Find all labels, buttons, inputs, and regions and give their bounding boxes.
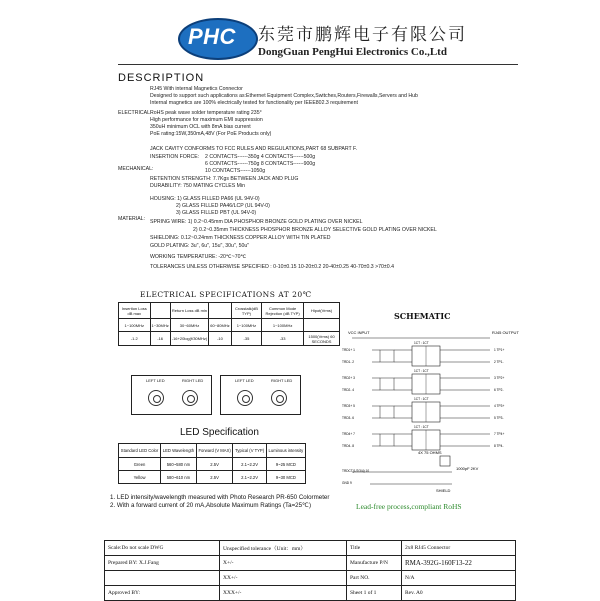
description-heading: DESCRIPTION <box>118 72 205 84</box>
table-cell: -1.2 <box>119 332 151 346</box>
description-line: Internal magnetics are 100% electrically tested for functionality per IEEE802.3 requirement <box>150 100 358 106</box>
table-cell: Crosstalk(dB TYP) <box>231 303 261 319</box>
input-pin-label: TRD4+ 7 <box>342 432 355 437</box>
blank-cell <box>105 571 220 586</box>
spring-line: 2) 0.2~0.35mm THICKNESS PHOSPHOR BRONZE ALLOY SELECTIVE GOLD PLATING OVER NICKEL <box>193 227 437 233</box>
working-temp-line: WORKING TEMPERATURE: -20℃~70℃ <box>150 254 247 260</box>
table-cell <box>209 303 231 319</box>
prepared-cell: Prepared BY: X.J.Fang <box>105 556 220 571</box>
table-cell: 580~610 nm <box>161 471 197 484</box>
table-cell: 2.5V <box>196 458 233 471</box>
table-cell: -10 <box>209 332 231 346</box>
led-diagram-left <box>131 375 212 415</box>
input-pin-label: TRD4- 8 <box>342 444 355 449</box>
x-tol-cell: X+/- <box>220 556 347 571</box>
note-line: 2. With a forward current of 20 mA,Absolute Maximum Ratings (Ta=25℃) <box>110 502 312 509</box>
gnd-pin-label: GND 9 <box>342 481 352 485</box>
title-label: Title <box>347 541 402 556</box>
table-cell: Return Loss dB min <box>170 303 208 319</box>
description-line: Designed to support such applications as:Ethernet Equipment Complex,Switches,Routers,Firewalls,Servers and Hub <box>150 93 418 99</box>
retention-line: RETENTION STRENGTH: 7.7Kgs BETWEEN JACK AND PLUG <box>150 176 299 182</box>
title-value: 2x8 RJ45 Connector <box>402 541 516 556</box>
input-pin-label: TRD1+ 1 <box>342 348 355 353</box>
output-pin-label: 6 TP2- <box>494 388 504 393</box>
spring-line: SPRING WIRE: 1) 0.2~0.45mm DIA PHOSPHOR BRONZE GOLD PLATING OVER NICKEL <box>150 219 363 225</box>
table-cell: -35 <box>231 332 261 346</box>
output-pin-label: 5 TP3- <box>494 416 504 421</box>
electrical-line: PoE rating:15W,350mA,48V (For PoE Products only) <box>150 131 272 137</box>
housing-line: 3) GLASS FILLED PBT (UL 94V-0) <box>176 210 257 216</box>
sheet-cell: Sheet 1 of 1 <box>347 586 402 601</box>
table-cell <box>304 319 340 332</box>
table-cell: Typical (V TYP) <box>233 444 266 458</box>
output-pin-label: 3 TP2+ <box>494 376 505 381</box>
led-spec-table <box>118 443 306 484</box>
table-cell: -33 <box>262 332 304 346</box>
scale-cell: Scale:Do not scale DWG <box>105 541 220 556</box>
table-cell: 9~25 MCD <box>266 458 305 471</box>
ct-pin-label: TRDCT(1/2/3/4) 10 <box>342 469 370 473</box>
rohs-note: Lead-free process,compliant RoHS <box>356 502 462 511</box>
right-led-label: RIGHT LED <box>271 378 293 383</box>
table-cell: 560~580 nm <box>161 458 197 471</box>
electrical-spec-title: ELECTRICAL SPECIFICATIONS AT 20℃ <box>140 290 312 299</box>
title-block <box>104 540 516 601</box>
table-cell: 2.1~2.2V <box>233 458 266 471</box>
choke-block <box>380 406 394 418</box>
table-cell: 1500(Vrms) 60 SECONDS <box>304 332 340 346</box>
table-cell: 1~100MHz <box>231 319 261 332</box>
mechanical-label: MECHANICAL: <box>118 166 154 172</box>
xxx-tol-cell: XXX+/- <box>220 586 347 601</box>
table-cell: -16+20log(f/30MHz) <box>170 332 208 346</box>
table-cell: 30~60MHz <box>170 319 208 332</box>
table-cell: Yellow <box>119 471 161 484</box>
tolerance-line: TOLERANCES UNLESS OTHERWISE SPECIFIED : 0-10±0.15 10-20±0.2 20-40±0.25 40-70±0.3 >70±0.4 <box>150 264 394 270</box>
table-cell: Insertion Loss dB max <box>119 303 151 319</box>
schematic-title: SCHEMATIC <box>394 311 451 321</box>
input-pin-label: TRD3+ 5 <box>342 404 355 409</box>
output-pin-label: 8 TP4- <box>494 444 504 449</box>
right-led-label: RIGHT LED <box>182 378 204 383</box>
electrical-spec-table <box>118 302 340 346</box>
resistor-label: 4X 75 OHMS <box>418 450 442 455</box>
ratio-label: 1CT : 1CT <box>414 425 429 429</box>
gold-plating-line: GOLD PLATING: 3u", 6u", 15u", 30u", 50u" <box>150 243 250 249</box>
electrical-line: RoHS peak wave solder temperature rating 235° <box>150 110 262 116</box>
electrical-line: High performance for maximum EMI suppression <box>150 117 263 123</box>
table-cell: Forward (V MAX) <box>196 444 233 458</box>
insertion-force-line: 10 CONTACTS------1050g <box>205 168 266 174</box>
cap-label: 1000pF 2KV <box>456 466 479 471</box>
shield-label: SHIELD <box>436 488 451 493</box>
led-icon <box>182 390 198 406</box>
left-led-label: LEFT LED <box>146 378 165 383</box>
led-diagram-right <box>220 375 301 415</box>
fcc-line: JACK CAVITY CONFORMS TO FCC RULES AND REGULATIONS,PART 68 SUBPART F. <box>150 146 358 152</box>
logo-text: PHC <box>188 24 236 49</box>
output-pin-label: 2 TP1- <box>494 360 504 365</box>
housing-line: HOUSING: 1) GLASS FILLED PA66 (UL 94V-0) <box>150 196 260 202</box>
table-cell: -16 <box>150 332 170 346</box>
rev-cell: Rev. A0 <box>402 586 516 601</box>
note-line: 1. LED intensity/wavelength measured with Photo Research PR-650 Colormeter <box>110 494 330 501</box>
table-cell: Common Mode Rejection (dB TYP) <box>262 303 304 319</box>
tolerance-cell: Unspecified tolerance（Unit：mm） <box>220 541 347 556</box>
notes <box>110 494 340 510</box>
table-cell <box>150 303 170 319</box>
xx-tol-cell: XX+/- <box>220 571 347 586</box>
header-divider <box>118 64 518 65</box>
table-cell: 1~30MHz <box>150 319 170 332</box>
left-led-label: LEFT LED <box>235 378 254 383</box>
mfr-value: RMA-392G-160F13-22 <box>402 556 516 571</box>
description-line: RJ45 With internal Magnetics Connector <box>150 86 243 92</box>
ratio-label: 1CT : 1CT <box>414 341 429 345</box>
led-icon <box>237 390 253 406</box>
schematic-diagram <box>340 322 530 498</box>
insertion-force-line: 6 CONTACTS------750g 8 CONTACTS------900g <box>205 161 316 167</box>
input-pin-label: TRD1- 2 <box>342 360 355 365</box>
electrical-label: ELECTRICAL: <box>118 110 152 116</box>
insertion-force-label: INSERTION FORCE: <box>150 154 200 160</box>
part-value: N/A <box>402 571 516 586</box>
approved-cell: Approved BY: <box>105 586 220 601</box>
company-name-en: DongGuan PengHui Electronics Co.,Ltd <box>258 46 447 58</box>
part-label: Part NO. <box>347 571 402 586</box>
material-label: MATERIAL: <box>118 216 145 222</box>
table-cell: 2.1~2.2V <box>233 471 266 484</box>
ratio-label: 1CT : 1CT <box>414 369 429 373</box>
table-cell: 2.5V <box>196 471 233 484</box>
output-label: RJ45 OUTPUT <box>492 330 519 335</box>
shielding-line: SHIELDING: 0.12~0.24mm THICKNESS COPPER ALLOY WITH TIN PLATED <box>150 235 331 241</box>
input-pin-label: TRD3- 6 <box>342 416 355 421</box>
choke-block <box>380 378 394 390</box>
choke-block <box>380 350 394 362</box>
table-cell: 1~100MHz <box>262 319 304 332</box>
insertion-force-line: 2 CONTACTS------350g 4 CONTACTS------500g <box>205 154 316 160</box>
vcc-label: VCC INPUT <box>348 330 370 335</box>
led-icon <box>271 390 287 406</box>
table-cell: Green <box>119 458 161 471</box>
resistor-block <box>440 456 450 466</box>
company-name-cn: 东莞市鹏辉电子有限公司 <box>258 25 467 45</box>
led-spec-title: LED Specification <box>180 427 259 438</box>
table-cell: Standard LED Color <box>119 444 161 458</box>
led-icon <box>148 390 164 406</box>
table-cell: Luminous intensity <box>266 444 305 458</box>
input-pin-label: TRD2- 4 <box>342 388 355 393</box>
table-cell: 9~30 MCD <box>266 471 305 484</box>
output-pin-label: 4 TP3+ <box>494 404 505 409</box>
mfr-label: Manufacture P/N <box>347 556 402 571</box>
table-cell: LED Wavelength <box>161 444 197 458</box>
ratio-label: 1CT : 1CT <box>414 397 429 401</box>
housing-line: 2) GLASS FILLED PA46/LCP (UL 94V-0) <box>176 203 270 209</box>
electrical-line: 350uH minimum OCL with 8mA bias current <box>150 124 251 130</box>
table-cell: Hipot(Vrms) <box>304 303 340 319</box>
choke-block <box>380 434 394 446</box>
output-pin-label: 1 TP1+ <box>494 348 505 353</box>
table-cell: 60~80MHz <box>209 319 231 332</box>
table-cell: 1~100MHz <box>119 319 151 332</box>
output-pin-label: 7 TP4+ <box>494 432 505 437</box>
durability-line: DURABILITY: 750 MATING CYCLES Min <box>150 183 246 189</box>
input-pin-label: TRD2+ 3 <box>342 376 355 381</box>
